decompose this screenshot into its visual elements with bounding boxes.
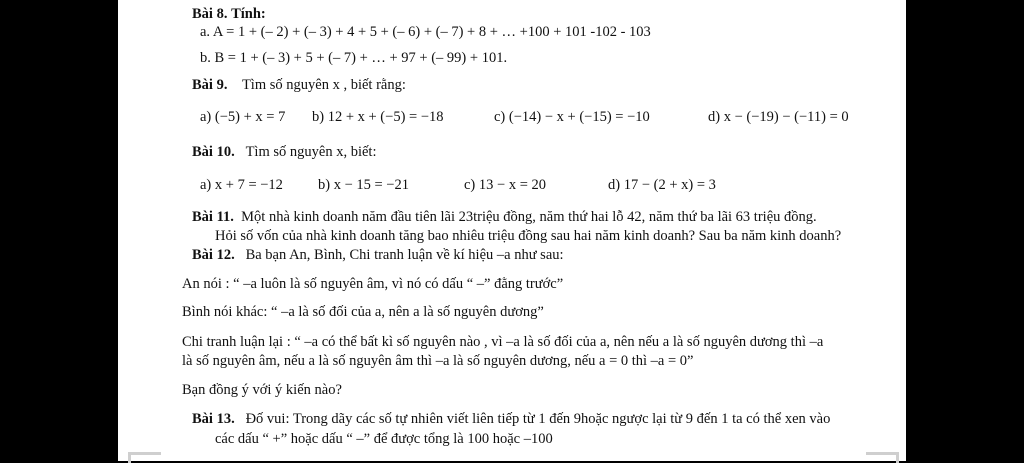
exercise-13-title: Bài 13.	[192, 411, 235, 427]
exercise-10-part-a: a) x + 7 = −12	[200, 177, 283, 193]
crop-corner-left	[128, 452, 161, 463]
exercise-12-chi-line-2: là số nguyên âm, nếu a là số nguyên âm thì –a là số nguyên dương, nếu a = 0 thì –a = 0”	[182, 353, 694, 369]
exercise-8-subtitle: Tính:	[231, 6, 266, 22]
exercise-9-part-c: c) (−14) − x + (−15) = −10	[494, 109, 650, 125]
exercise-12-binh: Bình nói khác: “ –a là số đối của a, nên a là số nguyên dương”	[182, 304, 544, 320]
exercise-11-text-1: Một nhà kinh doanh năm đầu tiên lãi 23triệu đồng, năm thứ hai lỗ 42, năm thứ ba lãi 63 triệu đồng.	[241, 209, 817, 225]
exercise-9-heading	[192, 76, 406, 94]
exercise-9-title: Bài 9.	[192, 77, 228, 93]
exercise-13-line-2: các dấu “ +” hoặc dấu “ –” để được tổng là 100 hoặc –100	[215, 431, 553, 447]
exercise-11-line-2: Hỏi số vốn của nhà kinh doanh tăng bao nhiêu triệu đồng sau hai năm kinh doanh? Sau ba năm kinh doanh?	[215, 228, 842, 244]
exercise-13-line-1	[192, 410, 830, 428]
exercise-11-line-1	[192, 208, 817, 226]
exercise-10-part-b: b) x − 15 = −21	[318, 177, 409, 193]
exercise-9-part-d: d) x − (−19) − (−11) = 0	[708, 109, 849, 125]
exercise-10-title: Bài 10.	[192, 144, 235, 160]
exercise-8-title: Bài 8.	[192, 6, 228, 22]
exercise-12-heading	[192, 246, 564, 264]
exercise-12-chi-line-1: Chi tranh luận lại : “ –a có thể bất kì số nguyên nào , vì –a là số đối của a, nên nếu a là số nguyên dương thì –a	[182, 334, 824, 350]
exercise-10-text: Tìm số nguyên x, biết:	[245, 144, 377, 160]
exercise-11-title: Bài 11.	[192, 209, 234, 225]
exercise-8-part-b: b. B = 1 + (– 3) + 5 + (– 7) + … + 97 + (– 99) + 101.	[200, 50, 508, 66]
exercise-8-part-a: a. A = 1 + (– 2) + (– 3) + 4 + 5 + (– 6) + (– 7) + 8 + … +100 + 101 -102 - 103	[200, 24, 651, 40]
exercise-10-part-d: d) 17 − (2 + x) = 3	[608, 177, 716, 193]
exercise-12-an: An nói : “ –a luôn là số nguyên âm, vì nó có dấu “ –” đằng trước”	[182, 276, 564, 292]
document-page	[118, 0, 906, 461]
exercise-13-text-1: Đố vui: Trong dãy các số tự nhiên viết liên tiếp từ 1 đến 9hoặc ngược lại từ 9 đến 1 ta có thể xen vào	[245, 411, 831, 427]
exercise-10-heading	[192, 143, 376, 161]
exercise-10-part-c: c) 13 − x = 20	[464, 177, 546, 193]
exercise-9-text: Tìm số nguyên x , biết rằng:	[241, 77, 406, 93]
exercise-12-question: Bạn đồng ý với ý kiến nào?	[182, 382, 342, 398]
exercise-9-part-b: b) 12 + x + (−5) = −18	[312, 109, 444, 125]
exercise-8-heading	[192, 5, 266, 23]
exercise-12-text: Ba bạn An, Bình, Chi tranh luận về kí hiệu –a như sau:	[245, 247, 564, 263]
exercise-12-title: Bài 12.	[192, 247, 235, 263]
exercise-9-part-a: a) (−5) + x = 7	[200, 109, 286, 125]
crop-corner-right	[866, 452, 899, 463]
